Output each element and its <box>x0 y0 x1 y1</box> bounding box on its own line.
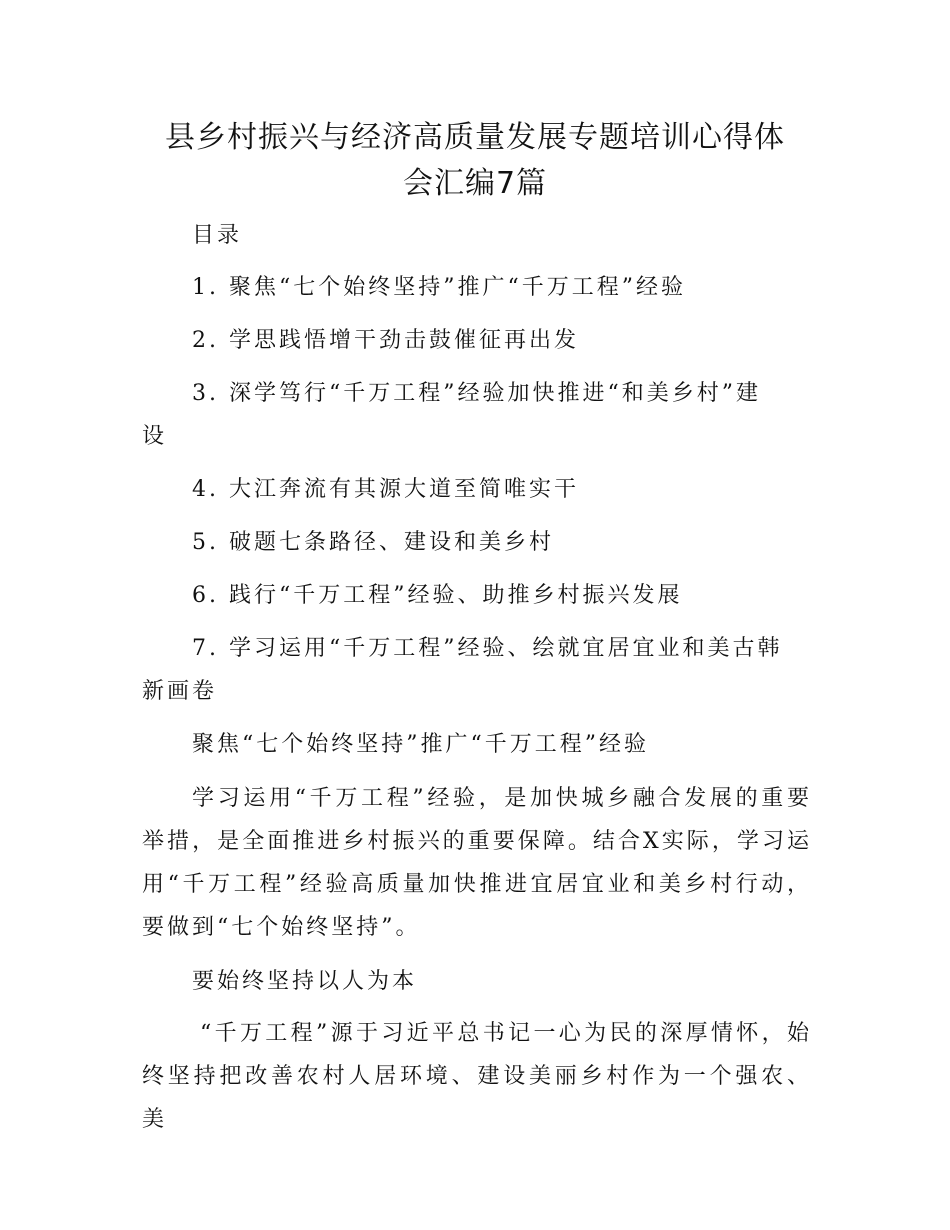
document-title-line-2: 会汇编7篇 <box>402 166 548 201</box>
toc-item-6[interactable] <box>192 580 683 612</box>
toc-item-number: 7. <box>192 636 219 661</box>
document-title-line-1: 县乡村振兴与经济高质量发展专题培训心得体 <box>165 120 785 155</box>
toc-item-text: 学习运用“千万工程”经验、绘就宜居宜业和美古韩 <box>229 636 783 661</box>
body-paragraph-1: 学习运用“千万工程”经验，是加快城乡融合发展的重要举措，是全面推进乡村振兴的重要保障。结合X实际，学习运用“千万工程”经验高质量加快推进宜居宜业和美乡村行动，要做到“七个始终坚持”。 <box>142 786 812 940</box>
sub-heading: 要始终坚持以人为本 <box>192 969 418 994</box>
toc-item-5[interactable] <box>192 527 554 559</box>
toc-item-text: 聚焦“七个始终坚持”推广“千万工程”经验 <box>229 275 686 300</box>
toc-item-number: 6. <box>192 583 219 608</box>
toc-item-2[interactable] <box>192 325 579 357</box>
toc-heading: 目录 <box>192 223 243 248</box>
toc-item-text: 践行“千万工程”经验、助推乡村振兴发展 <box>229 583 683 608</box>
toc-item-text: 破题七条路径、建设和美乡村 <box>229 530 555 555</box>
toc-item-number: 4. <box>192 477 219 502</box>
toc-item-4[interactable] <box>192 474 579 506</box>
body-paragraph-2: “千万工程”源于习近平总书记一心为民的深厚情怀，始终坚持把改善农村人居环境、建设美丽乡村作为一个强农、美 <box>142 1021 812 1132</box>
toc-item-7-continuation[interactable]: 新画卷 <box>142 679 218 704</box>
toc-item-1[interactable] <box>192 272 686 304</box>
toc-item-number: 5. <box>192 530 219 555</box>
toc-item-number: 2. <box>192 328 219 353</box>
toc-item-text: 学思践悟增干劲击鼓催征再出发 <box>229 328 580 353</box>
toc-item-text: 深学笃行“千万工程”经验加快推进“和美乡村”建 <box>229 381 761 406</box>
toc-item-number: 1. <box>192 275 219 300</box>
toc-item-7[interactable] <box>192 633 783 665</box>
toc-item-number: 3. <box>192 381 219 406</box>
toc-item-3-continuation[interactable]: 设 <box>142 424 168 449</box>
section-heading: 聚焦“七个始终坚持”推广“千万工程”经验 <box>192 732 649 757</box>
toc-item-text: 大江奔流有其源大道至简唯实干 <box>229 477 580 502</box>
toc-item-3[interactable] <box>192 378 761 410</box>
